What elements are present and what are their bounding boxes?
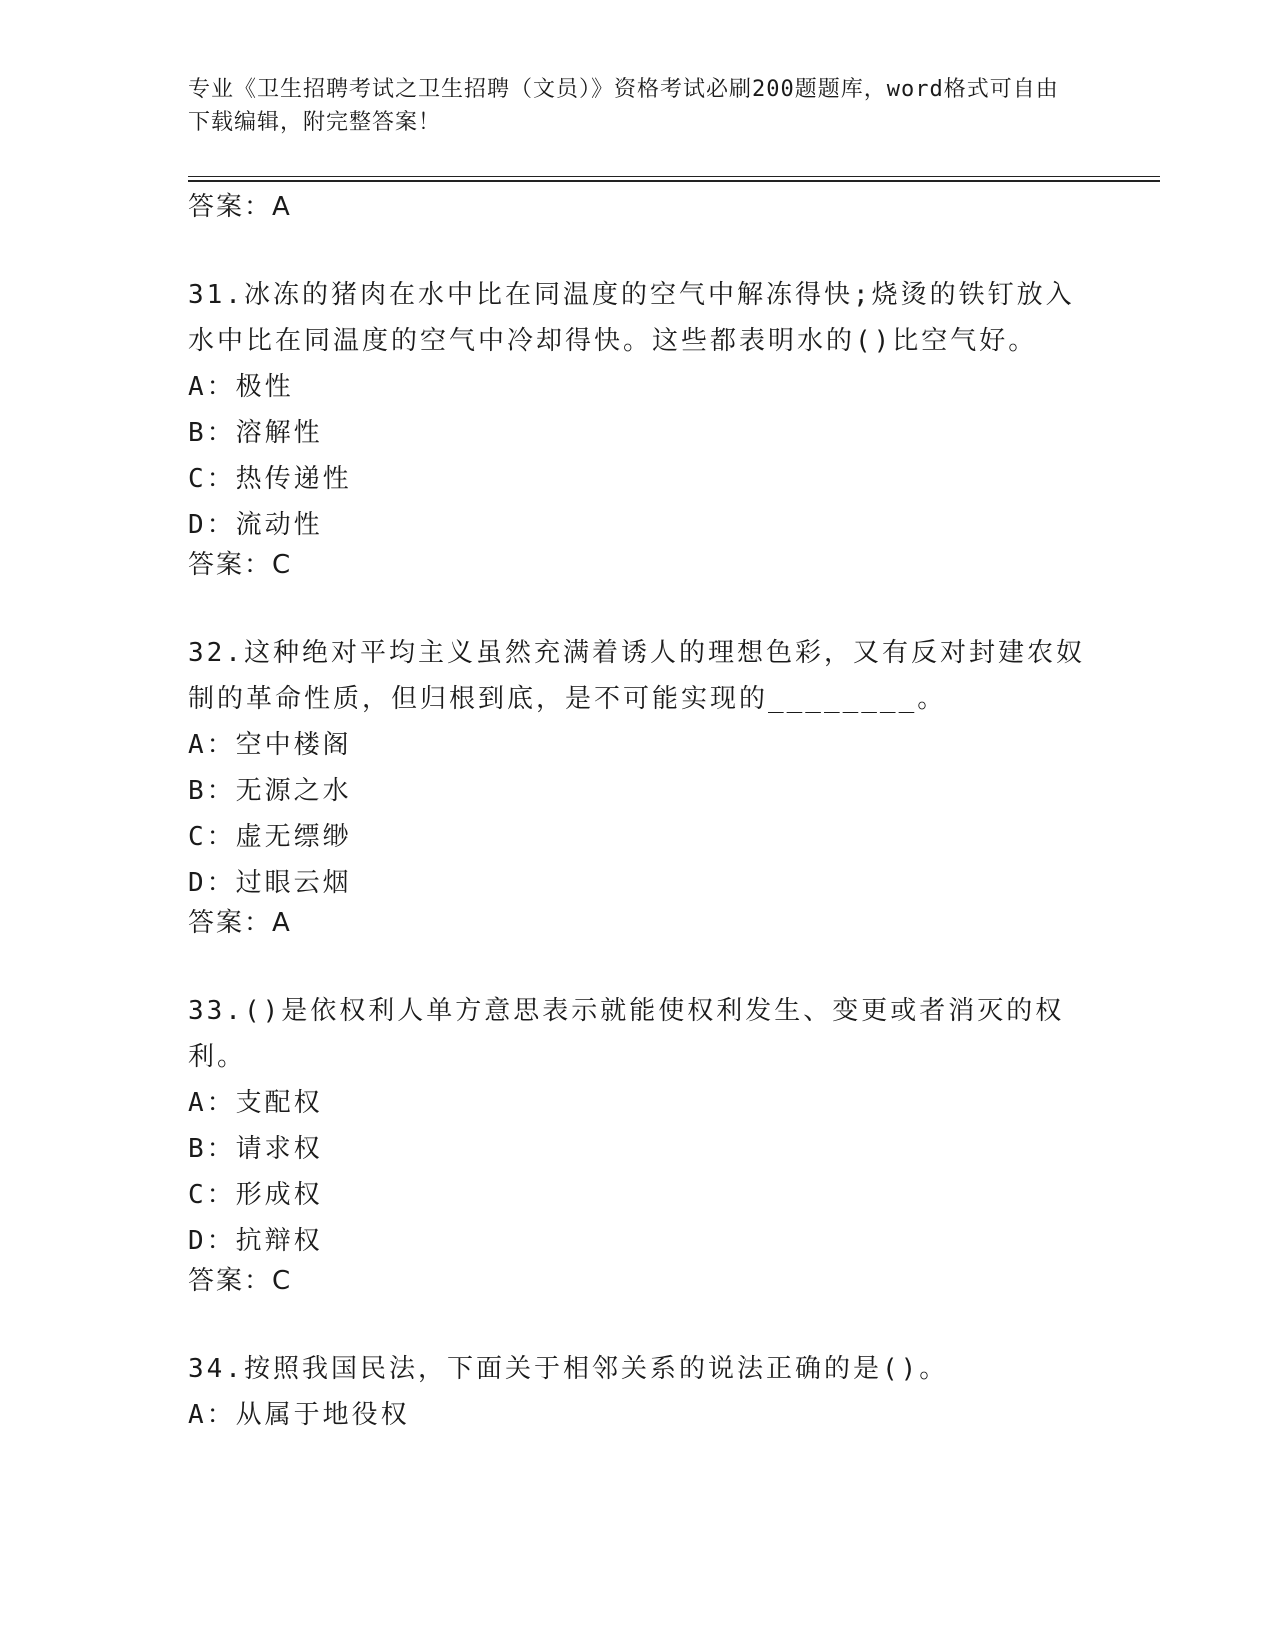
option-d: D：流动性 [188, 510, 323, 540]
option-a: A：从属于地役权 [188, 1400, 410, 1430]
option-d: D：过眼云烟 [188, 868, 352, 898]
option-b: B：无源之水 [188, 776, 352, 806]
option-a: A：支配权 [188, 1088, 323, 1118]
spacer [188, 236, 1088, 272]
option-c: C：热传递性 [188, 464, 352, 494]
answer-line: 答案：C [188, 1266, 293, 1296]
answer-line: 答案：C [188, 550, 293, 580]
answer-line: 答案：A [188, 908, 292, 938]
question-text: 31.冰冻的猪肉在水中比在同温度的空气中解冻得快;烧烫的铁钉放入水中比在同温度的空气中冷却得快。这些都表明水的()比空气好。 [188, 280, 1075, 356]
document-header: 专业《卫生招聘考试之卫生招聘（文员）》资格考试必刷200题题库，word格式可自由下载编辑，附完整答案！ [188, 77, 1059, 135]
option-c: C：形成权 [188, 1180, 323, 1210]
header-divider-thin [188, 176, 1160, 177]
answer-line: 答案：A [188, 192, 292, 222]
spacer [188, 594, 1088, 630]
question-text: 33.()是依权利人单方意思表示就能使权利发生、变更或者消灭的权利。 [188, 996, 1065, 1072]
option-d: D：抗辩权 [188, 1226, 323, 1256]
question-list [188, 190, 1088, 1438]
option-c: C：虚无缥缈 [188, 822, 352, 852]
option-a: A：空中楼阁 [188, 730, 352, 760]
option-b: B：溶解性 [188, 418, 323, 448]
option-a: A：极性 [188, 372, 294, 402]
spacer [188, 952, 1088, 988]
question-text: 34.按照我国民法，下面关于相邻关系的说法正确的是()。 [188, 1354, 949, 1384]
option-b: B：请求权 [188, 1134, 323, 1164]
question-text: 32.这种绝对平均主义虽然充满着诱人的理想色彩，又有反对封建农奴制的革命性质，但归根到底，是不可能实现的________。 [188, 638, 1085, 714]
spacer [188, 1310, 1088, 1346]
header-divider-thick [188, 180, 1160, 182]
